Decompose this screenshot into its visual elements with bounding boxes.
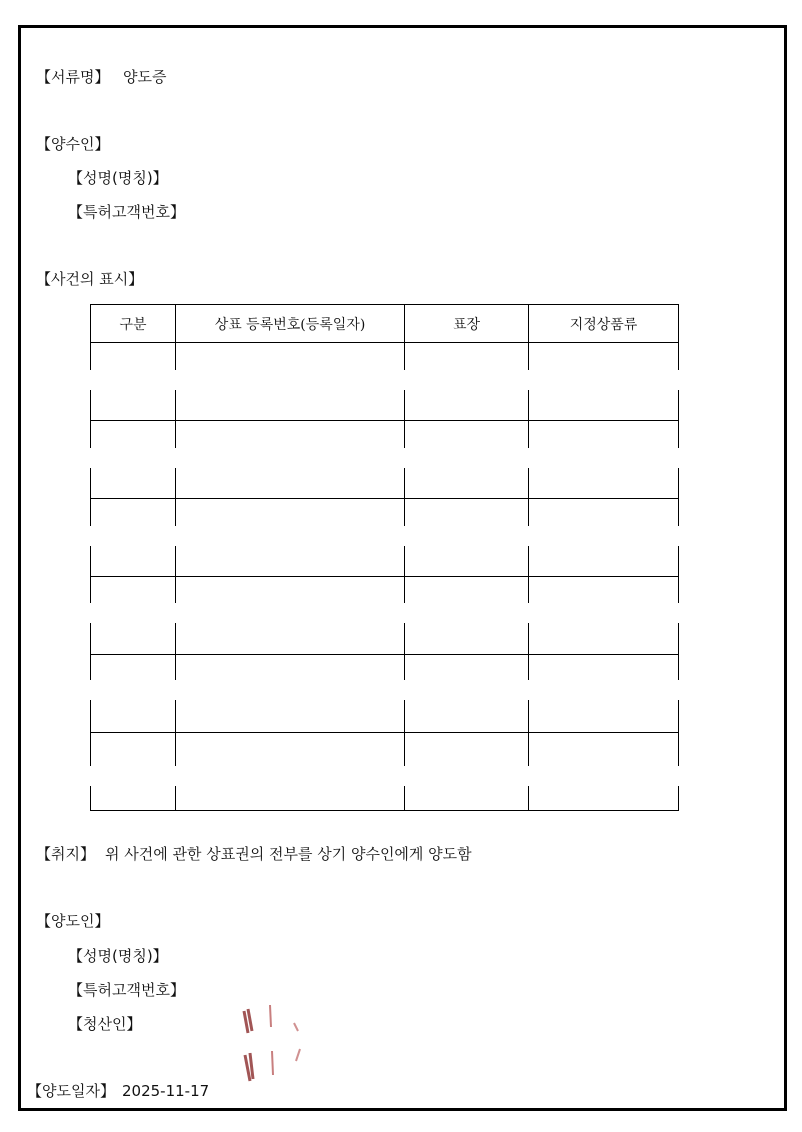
header-designated-goods: 지정상품류 — [529, 305, 679, 343]
redaction-band — [86, 766, 682, 786]
redaction-band — [86, 448, 682, 468]
liquidator-label: 【청산인】 — [68, 1015, 142, 1033]
table-header-row — [91, 305, 679, 343]
doc-title-value: 양도증 — [123, 68, 167, 86]
seal-stamp-fragment — [240, 1003, 310, 1089]
purpose-text: 위 사건에 관한 상표권의 전부를 상기 양수인에게 양도함 — [105, 845, 472, 863]
redaction-band — [86, 370, 682, 390]
header-category: 구분 — [91, 305, 176, 343]
header-mark: 표장 — [405, 305, 529, 343]
header-registration-no: 상표 등록번호(등록일자) — [176, 305, 405, 343]
assignment-date-label: 【양도일자】 — [27, 1082, 115, 1100]
doc-title-label: 【서류명】 — [36, 68, 110, 86]
assignee-name-label: 【성명(명칭)】 — [68, 169, 168, 187]
assignee-heading: 【양수인】 — [36, 135, 110, 153]
assignment-date-value: 2025-11-17 — [122, 1082, 210, 1100]
redaction-band — [86, 603, 682, 623]
purpose-label: 【취지】 — [36, 845, 95, 863]
assignee-customer-no-label: 【특허고객번호】 — [68, 203, 185, 221]
assignor-heading: 【양도인】 — [36, 912, 110, 930]
assignor-name-label: 【성명(명칭)】 — [68, 947, 168, 965]
assignor-customer-no-label: 【특허고객번호】 — [68, 981, 185, 999]
redaction-band — [86, 680, 682, 700]
case-heading: 【사건의 표시】 — [36, 270, 144, 288]
redaction-band — [86, 526, 682, 546]
